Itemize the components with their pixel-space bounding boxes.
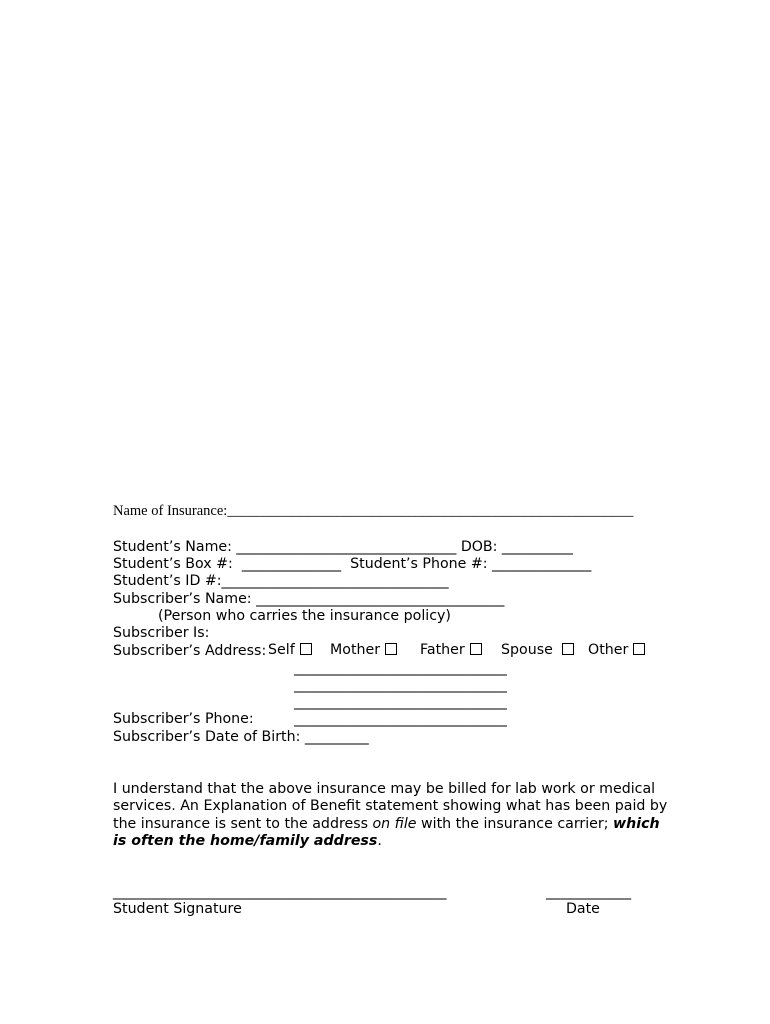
subscriber-is-label: Subscriber Is: [113, 625, 210, 641]
statement-text-1: I understand that the above insurance may be billed for lab work or medical services. An Explanation of Benefit statement showing what has been paid by the insurance is sent to the address [113, 781, 668, 832]
option-other-label: Other [588, 642, 629, 658]
statement-end: . [377, 832, 382, 849]
date-label: Date [566, 901, 600, 917]
subscriber-phone-field[interactable]: ______________________________ [294, 711, 507, 727]
subscriber-address-label: Subscriber’s Address: [113, 643, 267, 659]
mother-checkbox[interactable] [385, 643, 397, 655]
insurance-name-field[interactable]: Name of Insurance:________________________________________________________ [113, 503, 634, 519]
address-line-2[interactable]: ______________________________ [294, 677, 507, 693]
subscriber-dob-field[interactable]: Subscriber’s Date of Birth: _________ [113, 729, 369, 745]
option-spouse-label: Spouse [501, 642, 553, 658]
statement-paragraph [113, 781, 673, 850]
option-other[interactable] [570, 625, 645, 676]
address-line-1[interactable]: ______________________________ [294, 660, 507, 676]
father-checkbox[interactable] [470, 643, 482, 655]
option-self-label: Self [268, 642, 295, 658]
statement-italic: on file [372, 815, 417, 832]
option-father-label: Father [420, 642, 465, 658]
signature-label: Student Signature [113, 901, 242, 917]
statement-bold-italic: which is often the home/family address [113, 815, 660, 849]
option-mother-label: Mother [330, 642, 381, 658]
student-box-phone-field[interactable]: Student’s Box #: ______________ Student’s Phone #: ______________ [113, 556, 592, 572]
date-field[interactable]: ____________ [546, 884, 632, 900]
self-checkbox[interactable] [300, 643, 312, 655]
subscriber-phone-label: Subscriber’s Phone: [113, 711, 254, 727]
subscriber-name-field[interactable]: Subscriber’s Name: ___________________________________ [113, 591, 505, 607]
subscriber-note: (Person who carries the insurance policy) [158, 608, 451, 624]
statement-text-2: with the insurance carrier; [416, 815, 614, 832]
student-name-dob-field[interactable]: Student’s Name: _______________________________ DOB: __________ [113, 539, 573, 555]
address-line-3[interactable]: ______________________________ [294, 694, 507, 710]
other-checkbox[interactable] [633, 643, 645, 655]
student-id-field[interactable]: Student’s ID #:________________________________ [113, 573, 449, 589]
signature-field[interactable]: _______________________________________________ [113, 884, 447, 900]
